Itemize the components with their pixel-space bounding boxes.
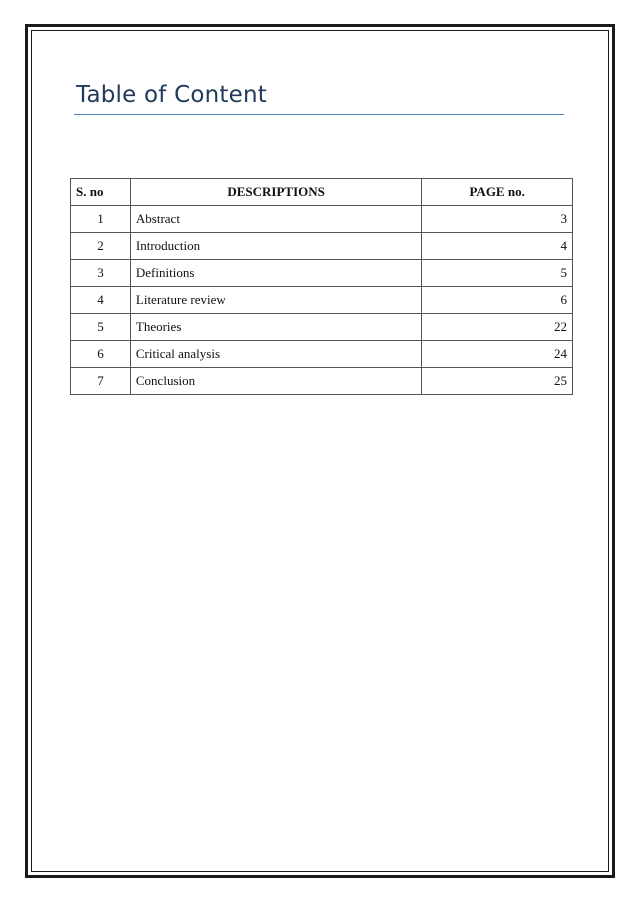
row-description: Theories xyxy=(130,314,421,341)
row-description: Definitions xyxy=(130,260,421,287)
row-sno: 4 xyxy=(71,287,131,314)
page-border-inner xyxy=(31,30,609,872)
header-sno: S. no xyxy=(71,179,131,206)
row-description: Literature review xyxy=(130,287,421,314)
table-row xyxy=(71,206,573,233)
row-page: 6 xyxy=(422,287,573,314)
table-row xyxy=(71,287,573,314)
row-page: 24 xyxy=(422,341,573,368)
page-title: Table of Content xyxy=(76,82,267,108)
header-description: DESCRIPTIONS xyxy=(130,179,421,206)
table-row xyxy=(71,260,573,287)
header-page: PAGE no. xyxy=(422,179,573,206)
toc-table xyxy=(70,178,573,395)
row-page: 5 xyxy=(422,260,573,287)
row-description: Conclusion xyxy=(130,368,421,395)
table-row xyxy=(71,233,573,260)
row-sno: 7 xyxy=(71,368,131,395)
row-page: 22 xyxy=(422,314,573,341)
row-sno: 3 xyxy=(71,260,131,287)
title-underline xyxy=(74,114,564,115)
table-row xyxy=(71,368,573,395)
row-description: Critical analysis xyxy=(130,341,421,368)
row-sno: 2 xyxy=(71,233,131,260)
row-description: Abstract xyxy=(130,206,421,233)
row-page: 25 xyxy=(422,368,573,395)
row-description: Introduction xyxy=(130,233,421,260)
row-sno: 6 xyxy=(71,341,131,368)
row-page: 4 xyxy=(422,233,573,260)
row-sno: 1 xyxy=(71,206,131,233)
row-page: 3 xyxy=(422,206,573,233)
table-row xyxy=(71,341,573,368)
table-row xyxy=(71,314,573,341)
table-header-row xyxy=(71,179,573,206)
row-sno: 5 xyxy=(71,314,131,341)
